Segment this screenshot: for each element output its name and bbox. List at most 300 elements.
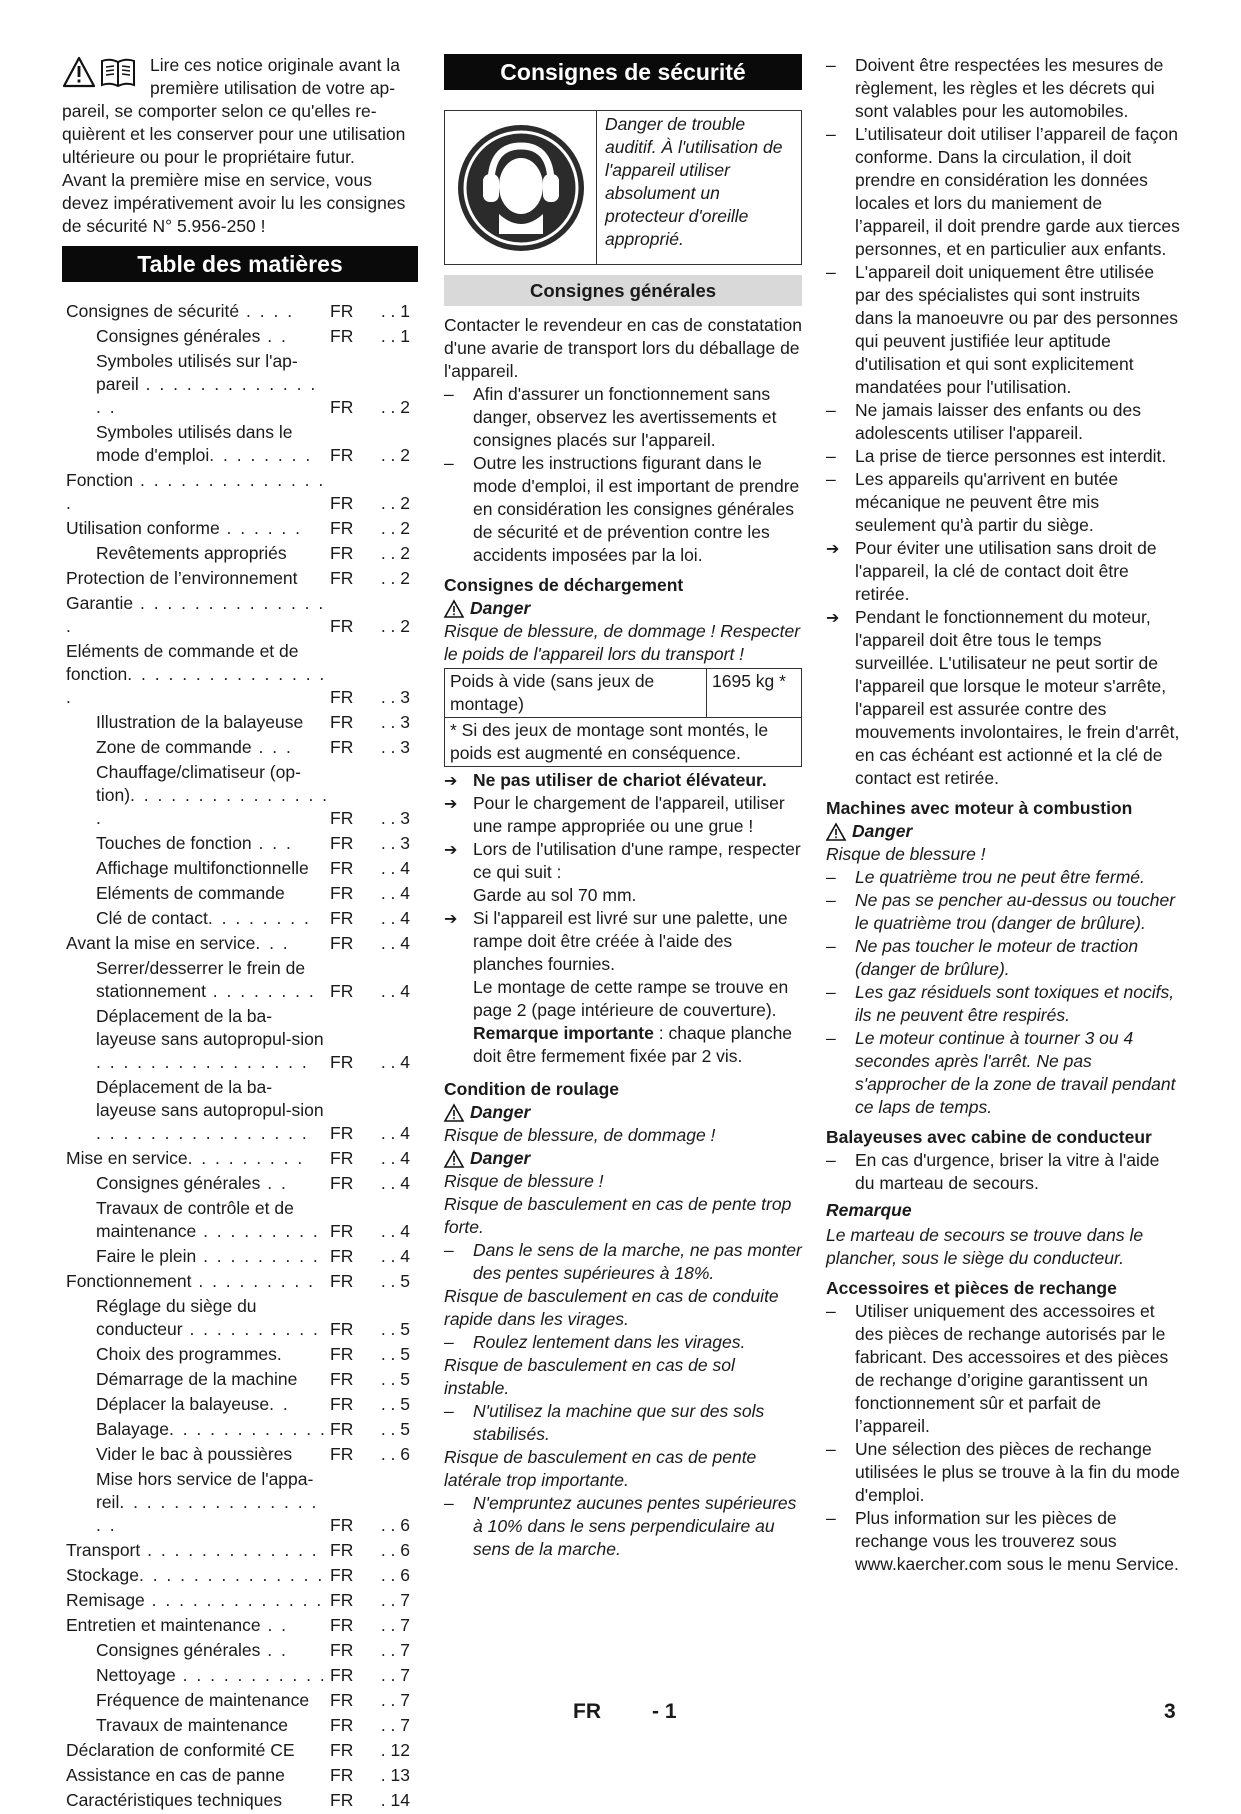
toc-entry-page: . . 2 — [380, 518, 410, 538]
toc-entry[interactable] — [62, 932, 418, 955]
toc-entry[interactable] — [62, 1393, 418, 1416]
toc-entry-leader: . . . . . . . . — [205, 981, 316, 1001]
warning-triangle-icon — [444, 600, 464, 618]
toc-entry-leader: . . . . . . . . . . — [182, 1319, 320, 1339]
warning-triangle-icon — [444, 1104, 464, 1122]
toc-entry-text: Déplacement de la ba-layeuse sans autopropul-sion — [96, 1077, 324, 1120]
tip-item: – Dans le sens de la marche, ne pas monter des pentes supérieures à 18%. — [444, 1239, 802, 1285]
danger-text: Danger — [852, 821, 913, 841]
toc-entry-text: Eléments de commande et de fonction — [66, 641, 299, 684]
toc-entry-lang: FR — [330, 1344, 354, 1364]
toc-entry-title — [62, 1172, 330, 1195]
toc-entry[interactable] — [62, 517, 418, 540]
toc-entry-leader: . . . . . . . . — [207, 908, 311, 928]
toc-entry-lang: FR — [330, 1394, 354, 1414]
toc-entry[interactable] — [62, 325, 418, 348]
toc-entry-lang: FR — [330, 908, 354, 928]
toc-entry-title — [62, 1418, 330, 1441]
toc-entry-text: Caractéristiques techniques — [66, 1790, 282, 1810]
accessories-item: – Plus information sur les pièces de rechange vous les trouverez sous www.kaercher.com sous le menu Service. — [826, 1507, 1180, 1576]
toc-entry-title — [62, 1245, 330, 1268]
toc-entry-lang: FR — [330, 1369, 354, 1389]
toc-entry-text: Déclaration de conformité CE — [66, 1740, 295, 1760]
toc-entry[interactable] — [62, 907, 418, 930]
toc-entry-leader: . . . . . . . . . . . . . . . . — [96, 1052, 309, 1072]
toc-entry-lang: FR — [330, 518, 354, 538]
toc-entry[interactable] — [62, 1197, 418, 1243]
toc-entry-text: Serrer/desserrer le frein de stationnement — [96, 958, 306, 1001]
toc-entry-lang: FR — [330, 1640, 354, 1660]
danger-text: Danger — [470, 598, 531, 618]
toc-entry-title — [62, 1468, 330, 1537]
toc-entry-lang: FR — [330, 1565, 354, 1585]
footer-page-local: - 1 — [652, 1700, 677, 1723]
toc-entry-page: . . 7 — [380, 1690, 410, 1710]
toc-entry[interactable] — [62, 1789, 418, 1812]
tip-text: Risque de basculement en cas de pente trop forte. — [444, 1194, 792, 1237]
toc-entry-leader: . . . . . . . . . . . . . . . — [66, 593, 326, 636]
intro-icons — [62, 56, 137, 88]
toc-entry[interactable] — [62, 1468, 418, 1537]
toc-entry-text: Symboles utilisés dans le mode d'emploi — [96, 422, 293, 465]
toc-entry-page: . . 2 — [380, 616, 410, 636]
toc-entry[interactable] — [62, 542, 418, 565]
toc-entry[interactable] — [62, 1295, 418, 1341]
toc-entry-text: Zone de commande — [96, 737, 252, 757]
toc-entry[interactable] — [62, 761, 418, 830]
safety-title: Consignes de sécurité — [444, 54, 802, 90]
toc-entry-title — [62, 640, 330, 709]
toc-entry-text: Consignes générales — [96, 1640, 261, 1660]
toc-entry-lang: FR — [330, 493, 354, 513]
toc-entry-page: . . 5 — [380, 1394, 410, 1414]
toc-entry-leader: . . . . . . . . . . . . . . . . — [96, 1123, 309, 1143]
toc-entry-lang: FR — [330, 1790, 354, 1810]
toc-entry-leader: . . — [260, 1173, 288, 1193]
toc-entry-page: . . 7 — [380, 1665, 410, 1685]
toc-entry-title — [62, 1197, 330, 1243]
cabin-item: – En cas d'urgence, briser la vitre à l'aide du marteau de secours. — [826, 1149, 1180, 1195]
toc-entry[interactable] — [62, 1245, 418, 1268]
toc-entry-page: . . 2 — [380, 493, 410, 513]
toc-entry-title — [62, 957, 330, 1003]
toc-entry-text: Protection de l’environnement — [66, 568, 298, 588]
toc-entry-leader: . . . . . . . . . — [196, 1221, 320, 1241]
toc-entry-leader: . . — [260, 1615, 289, 1635]
toc-entry[interactable] — [62, 1764, 418, 1787]
remark-label: Remarque — [826, 1200, 912, 1220]
toc-entry-text: Consignes générales — [96, 326, 261, 346]
toc-entry[interactable] — [62, 640, 418, 709]
arrow-item: ➔ Pour éviter une utilisation sans droit de l'appareil, la clé de contact doit être retirée. — [826, 537, 1180, 606]
danger-text: Danger — [470, 1148, 531, 1168]
toc-entry-leader: . . . . . . — [219, 518, 303, 538]
toc-entry-title — [62, 1393, 330, 1416]
general-item: – Afin d'assurer un fonctionnement sans danger, observez les avertissements et consignes placés sur l'appareil. — [444, 383, 802, 452]
toc-entry[interactable] — [62, 957, 418, 1003]
toc-entry[interactable] — [62, 1443, 418, 1466]
toc-entry-page: . . 4 — [380, 858, 410, 878]
toc-entry-page: . . 5 — [380, 1271, 410, 1291]
unload-risk: Risque de blessure, de dommage ! Respecter le poids de l'appareil lors du transport ! — [444, 621, 801, 664]
toc-entry-lang: FR — [330, 1690, 354, 1710]
toc-entry-lang: FR — [330, 301, 354, 321]
toc-entry-page: . . 4 — [380, 1173, 410, 1193]
toc-entry-text: Travaux de maintenance — [96, 1715, 288, 1735]
toc-entry-title — [62, 1270, 330, 1293]
toc-entry-title — [62, 1005, 330, 1074]
toc-entry-lang: FR — [330, 616, 354, 636]
toc-entry-lang: FR — [330, 933, 354, 953]
toc-entry-text: Consignes générales — [96, 1173, 261, 1193]
toc-entry[interactable] — [62, 857, 418, 880]
toc-entry-lang: FR — [330, 1173, 354, 1193]
danger-label — [444, 1147, 802, 1170]
cabin-title: Balayeuses avec cabine de conducteur — [826, 1127, 1152, 1147]
combustion-risk: Risque de blessure ! — [826, 844, 986, 864]
toc-entry-page: . . 6 — [380, 1515, 410, 1535]
toc-entry-text: Réglage du siège du conducteur — [96, 1296, 257, 1339]
toc-entry-title — [62, 1076, 330, 1145]
driving-risk: Risque de blessure ! — [444, 1171, 604, 1191]
toc-entry[interactable] — [62, 832, 418, 855]
toc-entry-lang: FR — [330, 1515, 354, 1535]
toc-entry-leader: . . . — [255, 933, 290, 953]
toc-entry-page: . . 6 — [380, 1565, 410, 1585]
toc-entry-text: Fonction — [66, 470, 134, 490]
toc-entry-title — [62, 1295, 330, 1341]
danger-label — [444, 1101, 802, 1124]
toc-entry-lang: FR — [330, 1740, 354, 1760]
toc-entry[interactable] — [62, 1172, 418, 1195]
toc-entry-lang: FR — [330, 1246, 354, 1266]
toc-entry-page: . . 1 — [380, 326, 410, 346]
toc-entry-title — [62, 761, 330, 830]
driving-title: Condition de roulage — [444, 1079, 619, 1099]
toc-entry-page: . . 4 — [380, 1246, 410, 1266]
toc-entry[interactable] — [62, 1589, 418, 1612]
toc-entry-title — [62, 1789, 330, 1812]
weight-value: 1695 kg * — [707, 669, 802, 718]
toc-entry[interactable] — [62, 1614, 418, 1637]
toc-entry-lang: FR — [330, 1590, 354, 1610]
toc-entry-title — [62, 1764, 330, 1787]
toc-entry-lang: FR — [330, 858, 354, 878]
manual-book-icon — [99, 56, 137, 88]
toc-entry-leader: . . . . . . . . . — [187, 1148, 305, 1168]
toc-entry[interactable] — [62, 350, 418, 419]
warning-triangle-icon — [826, 823, 846, 841]
toc-entry[interactable] — [62, 567, 418, 590]
toc-entry-page: . . 6 — [380, 1540, 410, 1560]
toc-entry-lang: FR — [330, 1052, 354, 1072]
toc-entry[interactable] — [62, 1005, 418, 1074]
toc-entry-title — [62, 350, 330, 419]
danger-label — [826, 820, 1180, 843]
toc-entry-title — [62, 1564, 330, 1587]
toc-entry-page: . . 4 — [380, 1052, 410, 1072]
toc-entry-page: . . 5 — [380, 1319, 410, 1339]
toc-entry[interactable] — [62, 711, 418, 734]
toc-entry-leader: . . . . . . . . . . . . . . . . — [66, 664, 327, 707]
toc-entry-lang: FR — [330, 712, 354, 732]
toc-entry-leader: . . . . . . . . . . . . . . . . — [96, 785, 330, 828]
footer-lang: FR — [573, 1700, 601, 1723]
toc-entry[interactable] — [62, 1368, 418, 1391]
toc-entry-leader: . . . . . . . . . . . . . . . — [66, 470, 326, 513]
toc-entry-page: . . 2 — [380, 568, 410, 588]
toc-entry-leader: . . . . . . . . . — [191, 1271, 316, 1291]
toc-entry[interactable] — [62, 421, 418, 467]
toc-entry-text: Symboles utilisés sur l'ap-pareil — [96, 351, 298, 394]
toc-entry-leader: . . . . . . . . . . . . . . . . . — [96, 1492, 319, 1535]
toc-entry-title — [62, 1739, 330, 1762]
toc-entry-page: . . 2 — [380, 543, 410, 563]
toc-entry-text: Nettoyage — [96, 1665, 176, 1685]
toc-entry-lang: FR — [330, 833, 354, 853]
toc-entry-text: Fréquence de maintenance — [96, 1690, 310, 1710]
toc-entry-lang: FR — [330, 1444, 354, 1464]
hazard-image — [445, 111, 597, 264]
toc-entry-text: Avant la mise en service — [66, 933, 256, 953]
general-title: Consignes générales — [444, 275, 802, 306]
toc-entry-title — [62, 1614, 330, 1637]
toc-entry-leader: . . . . . . . . . . . . . . . — [96, 374, 318, 417]
toc-entry-leader: . . . . . . . . . — [196, 1246, 320, 1266]
driving-risk: Risque de blessure, de dommage ! — [444, 1125, 716, 1145]
general-item: – Outre les instructions figurant dans le mode d'emploi, il est important de prendre en considération les consignes générales de sécurité et de prévention contre les accidents imposées par la loi. — [444, 452, 802, 567]
toc-entry-leader: . . . . . . . . . . . . . . — [138, 1565, 325, 1585]
toc-entry-page: . . 3 — [380, 737, 410, 757]
toc-entry-page: . . 5 — [380, 1344, 410, 1364]
toc-entry-lang: FR — [330, 883, 354, 903]
toc-entry-title — [62, 857, 330, 880]
accessories-item: – Utiliser uniquement des accessoires et des pièces de rechange autorisés par le fabricant. Des accessoires et des pièces de rechange d’origine garantissent un fonctionnement sûr et parfait de l’appareil. — [826, 1300, 1180, 1438]
weight-table — [444, 668, 802, 767]
toc-entry-title — [62, 1639, 330, 1662]
toc-entry-lang: FR — [330, 1319, 354, 1339]
toc-entry-leader: . . . — [251, 833, 293, 853]
toc-entry[interactable] — [62, 1343, 418, 1366]
toc-entry-page: . 14 — [380, 1790, 410, 1810]
important-remark — [444, 1022, 802, 1068]
toc-entry-leader: . . . — [251, 737, 293, 757]
toc-entry-text: Vider le bac à poussières — [96, 1444, 293, 1464]
no-forklift: ➔ Ne pas utiliser de chariot élévateur. — [444, 769, 802, 792]
toc-entry[interactable] — [62, 1270, 418, 1293]
toc-entry-leader: . . . . — [239, 301, 295, 321]
toc-entry-text: Revêtements appropriés — [96, 543, 287, 563]
toc-entry[interactable] — [62, 1714, 418, 1737]
toc-entry-text: Eléments de commande — [96, 883, 285, 903]
arrow-item: ➔ Lors de l'utilisation d'une rampe, respecter ce qui suit : — [444, 838, 802, 884]
toc-entry-text: Stockage — [66, 1565, 139, 1585]
warning-triangle-icon — [444, 1150, 464, 1168]
toc-entry-text: Mise en service — [66, 1148, 188, 1168]
toc-entry[interactable] — [62, 1539, 418, 1562]
remark-text: : chaque planche doit être fermement fixée par 2 vis. — [473, 1023, 793, 1066]
toc-entry[interactable] — [62, 736, 418, 759]
toc-entry-page: . . 2 — [380, 397, 410, 417]
unload-title: Consignes de déchargement — [444, 575, 684, 595]
combustion-item: – Ne pas se pencher au-dessus ou toucher le quatrième trou (danger de brûlure). — [826, 889, 1180, 935]
intro-line2: première utilisation de votre ap- — [150, 78, 396, 98]
toc-entry-page: . . 7 — [380, 1615, 410, 1635]
toc-entry-leader: . . — [269, 1394, 290, 1414]
toc-entry-text: Illustration de la balayeuse — [96, 712, 304, 732]
hazard-box — [444, 110, 802, 265]
toc-entry-lang: FR — [330, 737, 354, 757]
toc-entry-page: . . 7 — [380, 1590, 410, 1610]
weight-label: Poids à vide (sans jeux de montage) — [445, 669, 707, 718]
toc-entry-page: . . 4 — [380, 1123, 410, 1143]
ramp-assembly: Le montage de cette rampe se trouve en page 2 (page intérieure de couverture). — [473, 977, 789, 1020]
remark-label: Remarque importante — [473, 1023, 654, 1043]
right-column — [826, 54, 1180, 1576]
toc-entry[interactable] — [62, 469, 418, 515]
toc-entry-lang: FR — [330, 981, 354, 1001]
toc-entry-leader: . . . . . . . . . . . — [175, 1665, 327, 1685]
toc-entry[interactable] — [62, 592, 418, 638]
toc-entry-text: Déplacer la balayeuse — [96, 1394, 270, 1414]
intro-block — [62, 54, 418, 238]
toc-entry-title — [62, 932, 330, 955]
middle-column — [444, 54, 802, 1561]
toc-entry[interactable] — [62, 1147, 418, 1170]
toc-entry-lang: FR — [330, 808, 354, 828]
toc-entry-title — [62, 567, 330, 590]
tip-text: Risque de basculement en cas de sol instable. — [444, 1355, 735, 1398]
toc-entry-title — [62, 1689, 330, 1712]
toc-entry-text: Utilisation conforme — [66, 518, 220, 538]
toc-entry-page: . . 2 — [380, 445, 410, 465]
toc-entry-leader: . . — [260, 326, 288, 346]
toc-entry-text: Entretien et maintenance — [66, 1615, 261, 1635]
toc-entry-text: Faire le plein — [96, 1246, 197, 1266]
toc-entry-title — [62, 1147, 330, 1170]
toc-entry-page: . . 4 — [380, 1221, 410, 1241]
toc-entry[interactable] — [62, 1689, 418, 1712]
toc-entry-title — [62, 1368, 330, 1391]
intro-rest: pareil, se comporter selon ce qu'elles re-quièrent et les conserver pour une utilisation ultérieure ou pour le propriétaire futur. — [62, 101, 406, 167]
left-column — [62, 54, 418, 1814]
toc-entry-lang: FR — [330, 1715, 354, 1735]
ground-clearance: Garde au sol 70 mm. — [473, 885, 637, 905]
toc-entry-text: Choix des programmes — [96, 1344, 277, 1364]
toc-entry-page: . . 3 — [380, 687, 410, 707]
toc-entry-title — [62, 711, 330, 734]
toc-entry-page: . . 7 — [380, 1715, 410, 1735]
toc-entry[interactable] — [62, 1076, 418, 1145]
tip-text: Risque de basculement en cas de pente latérale trop importante. — [444, 1447, 757, 1490]
tip-item: – Roulez lentement dans les virages. — [444, 1331, 802, 1354]
combustion-item: – Le moteur continue à tourner 3 ou 4 secondes après l'arrêt. Ne pas s'approcher de la zone de travail pendant ce laps de temps. — [826, 1027, 1180, 1119]
hazard-text: Danger de trouble auditif. À l'utilisation de l'appareil utiliser absolument un protecteur d'oreille approprié. — [605, 114, 783, 249]
danger-text: Danger — [470, 1102, 531, 1122]
toc-entry-lang: FR — [330, 1765, 354, 1785]
toc-entry-page: . . 4 — [380, 883, 410, 903]
toc-entry[interactable] — [62, 1564, 418, 1587]
rule-item: – Ne jamais laisser des enfants ou des adolescents utiliser l'appareil. — [826, 399, 1180, 445]
toc-entry-text: Transport — [66, 1540, 141, 1560]
toc-entry-text: Clé de contact — [96, 908, 208, 928]
toc-entry-page: . 12 — [380, 1740, 410, 1760]
toc-entry[interactable] — [62, 1639, 418, 1662]
tip-item: – N'empruntez aucunes pentes supérieures à 10% dans le sens perpendiculaire au sens de la marche. — [444, 1492, 802, 1561]
toc-entry-lang: FR — [330, 1271, 354, 1291]
remark-text: Le marteau de secours se trouve dans le plancher, sous le siège du conducteur. — [826, 1225, 1144, 1268]
toc-entry-title — [62, 517, 330, 540]
warning-triangle-icon — [62, 56, 96, 88]
weight-note: * Si des jeux de montage sont montés, le poids est augmenté en conséquence. — [445, 718, 802, 767]
toc-entry-text: Assistance en cas de panne — [66, 1765, 285, 1785]
toc-entry-text: Garantie — [66, 593, 134, 613]
toc-entry-leader: . . — [260, 1640, 288, 1660]
toc-entry[interactable] — [62, 1418, 418, 1441]
toc-entry-page: . . 3 — [380, 808, 410, 828]
toc-entry-title — [62, 421, 330, 467]
toc-entry-leader: . . . . . . . . . . . . — [168, 1419, 327, 1439]
intro-safety: Avant la première mise en service, vous devez impérativement avoir lu les consignes de sécurité N° 5.956-250 ! — [62, 170, 406, 236]
toc-entry-lang: FR — [330, 687, 354, 707]
toc-entry-title — [62, 325, 330, 348]
tip-text: Risque de basculement en cas de conduite rapide dans les virages. — [444, 1286, 779, 1329]
footer-page-number: 3 — [1164, 1700, 1176, 1723]
toc-entry-lang: FR — [330, 445, 354, 465]
combustion-item: – Le quatrième trou ne peut être fermé. — [826, 866, 1180, 889]
toc-entry-text: Chauffage/climatiseur (op-tion) — [96, 762, 301, 805]
toc-entry[interactable] — [62, 882, 418, 905]
toc-entry-page: . . 4 — [380, 981, 410, 1001]
toc-entry-lang: FR — [330, 543, 354, 563]
toc-entry[interactable] — [62, 1664, 418, 1687]
rule-item: – La prise de tierce personnes est interdit. — [826, 445, 1180, 468]
toc-entry-text: Démarrage de la machine — [96, 1369, 298, 1389]
toc-entry-page: . . 5 — [380, 1369, 410, 1389]
toc-entry[interactable] — [62, 300, 418, 323]
rule-item: – L'appareil doit uniquement être utilisée par des spécialistes qui sont instruits dans la manoeuvre ou par des personnes qui peuvent justifiée leur aptitude d'utilisation et qui sont explicitement mandatées pour l'utilisation. — [826, 261, 1180, 399]
toc-entry-title — [62, 1443, 330, 1466]
toc-entry-text: Affichage multifonctionnelle — [96, 858, 309, 878]
arrow-item: ➔ Pour le chargement de l'appareil, utiliser une rampe appropriée ou une grue ! — [444, 792, 802, 838]
toc-entry-lang: FR — [330, 1148, 354, 1168]
toc-entry-lang: FR — [330, 1615, 354, 1635]
toc-entry-text: Travaux de contrôle et de maintenance — [96, 1198, 294, 1241]
toc-entry-leader: . . . . . . . . — [209, 445, 313, 465]
toc-title: Table des matières — [62, 246, 418, 282]
toc-entry-page: . . 7 — [380, 1640, 410, 1660]
toc-entry-leader: . . . . . . . . . . . . . — [140, 1540, 319, 1560]
toc-entry-leader: . . . . . . . . . . . . . — [144, 1590, 324, 1610]
toc-entry-page: . . 4 — [380, 933, 410, 953]
toc-entry[interactable] — [62, 1739, 418, 1762]
tip-item: – N'utilisez la machine que sur des sols stabilisés. — [444, 1400, 802, 1446]
danger-label — [444, 597, 802, 620]
toc-entry-lang: FR — [330, 1221, 354, 1241]
toc-entry-title — [62, 1714, 330, 1737]
toc-entry-text: Déplacement de la ba-layeuse sans autopropul-sion — [96, 1006, 324, 1049]
combustion-title: Machines avec moteur à combustion — [826, 798, 1133, 818]
toc-entry-title — [62, 907, 330, 930]
arrow-item: ➔ Pendant le fonctionnement du moteur, l'appareil doit être tous le temps surveillée. L'utilisateur ne peut sortir de l'appareil que lorsque le moteur s'arrête, l'appareil est assurée contre des mouvements involontaires, le frein d'arrêt, en cas échéant est actionné et la clé de contact est retirée. — [826, 606, 1180, 790]
general-intro: Contacter le revendeur en cas de constatation d'une avarie de transport lors du déballage de l'appareil. — [444, 315, 802, 381]
toc-entry-title — [62, 882, 330, 905]
toc-entry-lang: FR — [330, 1540, 354, 1560]
toc-entry-leader: . — [276, 1344, 284, 1364]
toc-entry-title — [62, 542, 330, 565]
toc-entry-title — [62, 1343, 330, 1366]
toc-entry-title — [62, 736, 330, 759]
